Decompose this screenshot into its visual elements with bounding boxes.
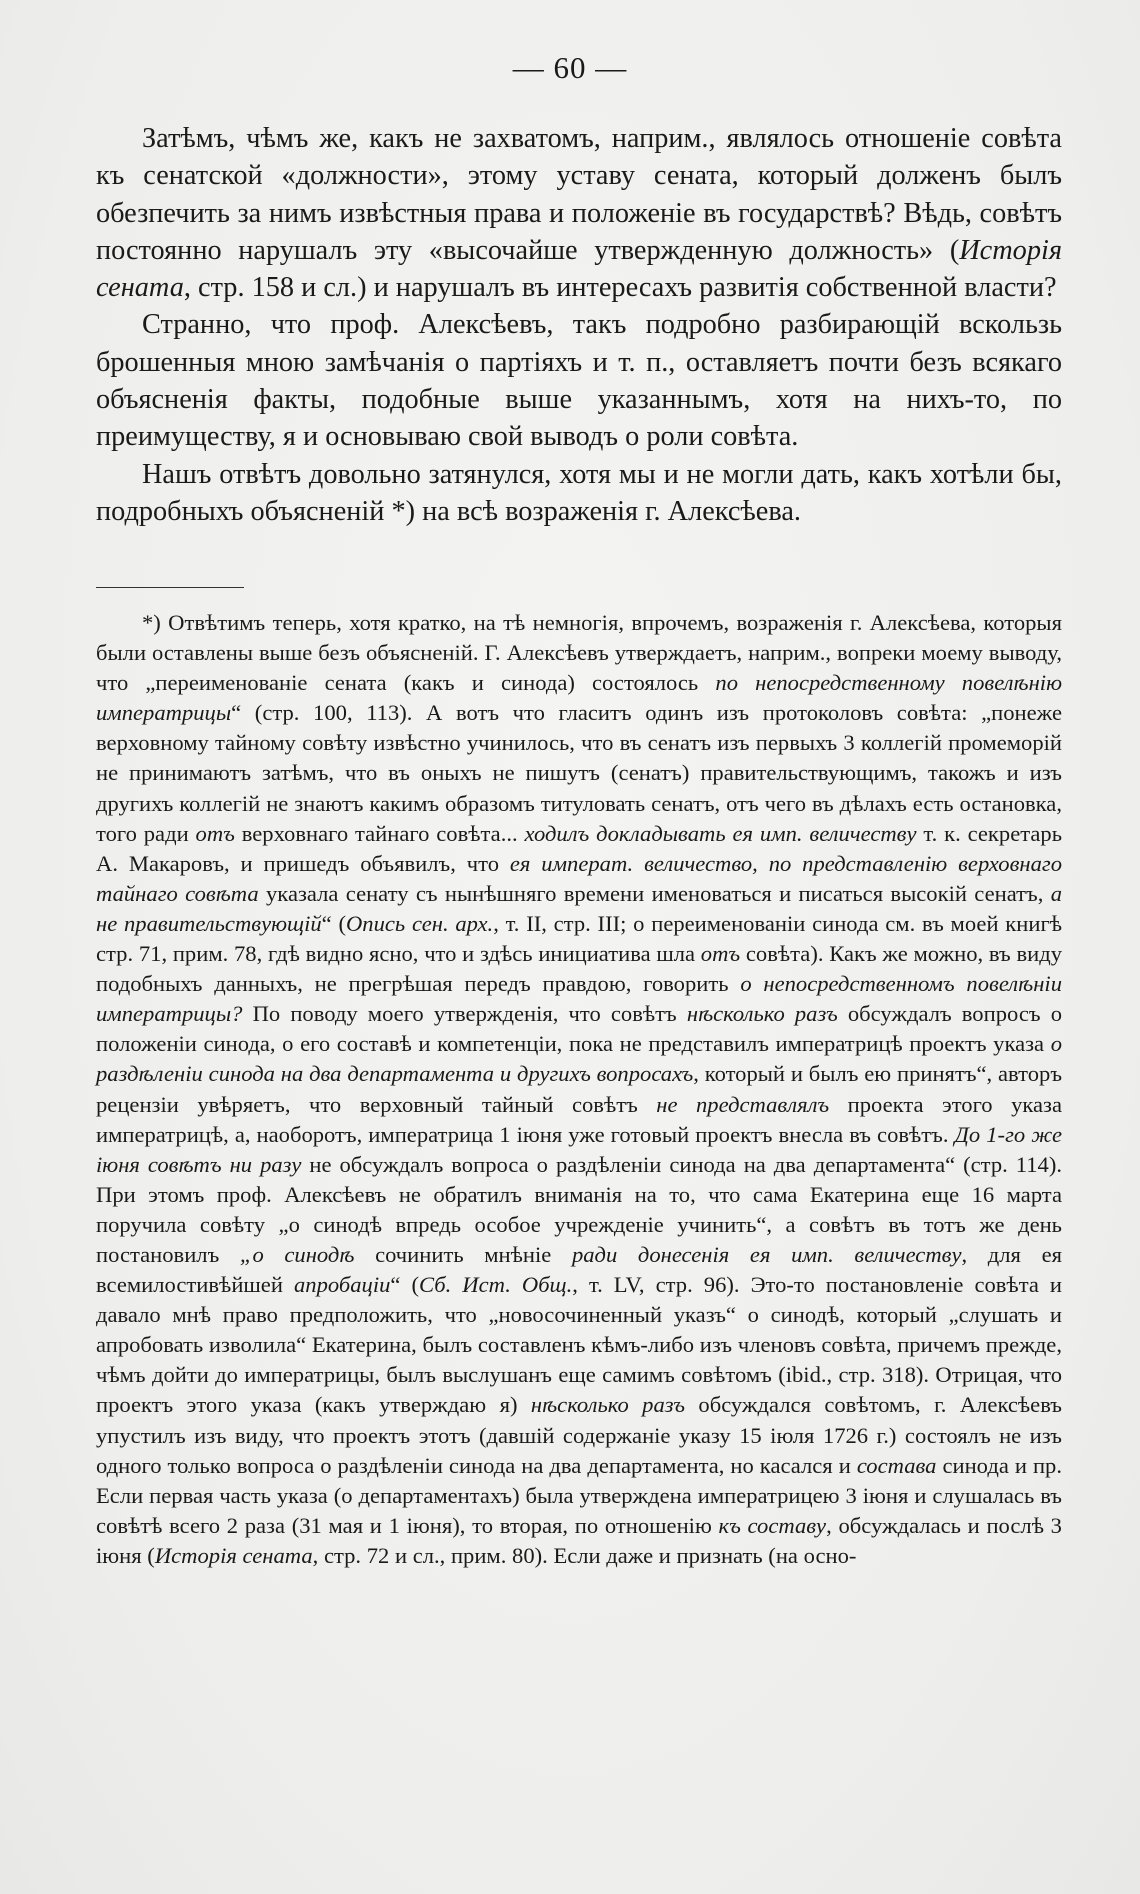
italic-text: Сб. Ист. Общ. [418, 1272, 573, 1298]
text-run: т. к. секретарь А. Макаровъ, и пришедъ объявилъ, что [96, 820, 1063, 876]
text-run: синода и пр. Если первая часть указа (о департаментахъ) была утверждена императрицею 3 іюня и слушалась въ совѣтѣ всего 2 раза (31 мая и 1 іюня), то вторая, по отношенію [96, 1452, 1062, 1538]
footnote [96, 608, 1062, 1571]
italic-text: апробаціи [293, 1272, 391, 1298]
italic-text: Опись сен. арх. [345, 910, 494, 936]
text-run: , который и былъ ею принятъ“, авторъ рецензіи увѣряетъ, что верховный тайный совѣтъ [96, 1061, 1062, 1117]
paragraph [96, 120, 1062, 306]
paragraph [96, 456, 1062, 531]
text-run: , т. II, стр. III; о переименованіи синода см. въ моей книгѣ стр. 71, прим. 78, гдѣ видно ясно, что и здѣсь инициатива шла [96, 910, 1062, 967]
italic-text: отъ [700, 941, 741, 967]
text-run: , для ея всемилостивѣйшей [96, 1241, 1062, 1298]
italic-text: состава [856, 1452, 937, 1478]
italic-text: „о синодѣ [239, 1241, 355, 1267]
italic-text: а не правительствующій [96, 880, 1062, 936]
main-text [96, 120, 1062, 530]
text-run: “ ( [321, 910, 346, 936]
text-run: “ (стр. 100, 113). А вотъ что гласитъ одинъ изъ протоколовъ совѣта: „понеже верховному тайному совѣту извѣстно учинилось, что въ сенатъ изъ первыхъ 3 коллегій промеморій не принимаютъ затѣмъ, что въ оныхъ не пишутъ (сенатъ) правительствующимъ, такожъ и изъ другихъ коллегій не знаютъ какимъ образомъ титуловать сенатъ, отъ чего въ дѣлахъ есть остановка, того ради [96, 700, 1062, 846]
text-run: “ ( [390, 1272, 419, 1298]
text-run: обсуждалъ вопросъ о положеніи синода, о его составѣ и компетенціи, пока не представилъ императрицѣ проектъ указа [96, 1001, 1062, 1057]
text-run: указала сенату съ нынѣшняго времени именоваться и писаться высокій сенатъ, [258, 880, 1051, 906]
text-run: не обсуждалъ вопроса о раздѣленіи синода на два департамента“ (стр. 114). При этомъ проф. Алексѣевъ не обратилъ вниманія на то, что сама Екатерина еще 16 марта поручила совѣту „о синодѣ впредь особое учрежденіе учинить“, а совѣтъ въ тотъ же день постановилъ [96, 1151, 1062, 1267]
text-run: , обсуждалась и послѣ 3 іюня ( [96, 1512, 1062, 1568]
italic-text: нѣсколько разъ [530, 1392, 686, 1418]
italic-text: о раздѣленіи синода на два департамента и другихъ вопросахъ [96, 1031, 1062, 1087]
text-run: проекта этого указа императрицѣ, а, наоборотъ, императрица 1 іюня уже готовый проектъ внесла въ совѣтъ. [96, 1091, 1062, 1147]
text-run: верховнаго тайнаго совѣта... [234, 820, 525, 846]
text-run: Странно, что проф. Алексѣевъ, такъ подробно разбирающій вскользь брошенныя мною замѣчанія о партіяхъ и т. п., оставляетъ почти безъ всякаго объясненія факты, подобные выше указаннымъ, хотя на нихъ-то, по преимуществу, я и основываю свой выводъ о роли совѣта. [96, 309, 1062, 453]
italic-text: не представлялъ [656, 1091, 830, 1117]
text-run: *) Отвѣтимъ теперь, хотя кратко, на тѣ немногія, впрочемъ, возраженія г. Алексѣева, которыя были оставлены выше безъ объясненій. Г. Алексѣевъ утверждаетъ, наприм., вопреки моему выводу, что „переименованіе сената (какъ и синода) состоялось [96, 610, 1062, 696]
page-number: — 60 — [512, 50, 628, 85]
text-run: , стр. 72 и сл., прим. 80). Если даже и признать (на осно- [312, 1542, 857, 1568]
text-run: , т. LV, стр. 96). Это-то постановленіе совѣта и давало мнѣ право предположить, что „новосочиненный указъ“ о синодѣ, который „слушать и апробовать изволила“ Екатерина, былъ составленъ кѣмъ-либо изъ членовъ совѣта, причемъ прежде, чѣмъ дойти до императрицы, былъ выслушанъ еще самимъ совѣтомъ (ibid., стр. 318). Отрицая, что проектъ этого указа (какъ утверждаю я) [96, 1272, 1063, 1418]
italic-text: къ составу [718, 1512, 827, 1538]
italic-text: нѣсколько разъ [686, 1001, 838, 1027]
italic-text: ходилъ докладывать ея имп. величеству [524, 820, 917, 846]
text-run: , стр. 158 и сл.) и нарушалъ въ интересахъ развитія собственной власти? [183, 272, 1057, 304]
text-run: Нашъ отвѣтъ довольно затянулся, хотя мы и не могли дать, какъ хотѣли бы, подробныхъ объясненій *) на всѣ возраженія г. Алексѣева. [96, 458, 1062, 527]
text-run: сочинить мнѣніе [354, 1241, 572, 1267]
paragraph [96, 306, 1062, 455]
italic-text: ради донесенія ея имп. величеству [571, 1241, 962, 1267]
text-run: Затѣмъ, чѣмъ же, какъ не захватомъ, наприм., являлось отношеніе совѣта къ сенатской «должности», этому уставу сената, который долженъ былъ обезпечить за нимъ извѣстныя права и положеніе въ государствѣ? Вѣдь, совѣтъ постоянно нарушалъ эту «высочайше утвержденную должность» ( [96, 123, 1062, 266]
italic-text: Исторія сената [154, 1542, 313, 1568]
italic-text: по непосредственному повелѣнію императрицы [96, 670, 1062, 726]
italic-text: о непосредственномъ повелѣніи императрицы? [96, 971, 1062, 1027]
italic-text: До 1-го же іюня совѣтъ ни разу [96, 1121, 1062, 1177]
text-run: совѣта). Какъ же можно, въ виду подобныхъ данныхъ, не прегрѣшая передъ правдою, говорить [96, 941, 1062, 997]
text-run: По поводу моего утвержденія, что совѣтъ [242, 1001, 687, 1027]
footnote-text [96, 608, 1062, 1571]
italic-text: ея императ. величество, по представленію верховнаго тайнаго совѣта [96, 850, 1062, 906]
italic-text: Исторія сената [96, 234, 1062, 304]
footnote-separator [96, 587, 244, 588]
text-run: обсуждался совѣтомъ, г. Алексѣевъ упустилъ изъ виду, что проектъ этотъ (давшій содержаніе указу 15 іюля 1726 г.) состоялъ не изъ одного только вопроса о раздѣленіи синода на два департамента, но касался и [96, 1392, 1062, 1478]
italic-text: отъ [195, 820, 235, 846]
